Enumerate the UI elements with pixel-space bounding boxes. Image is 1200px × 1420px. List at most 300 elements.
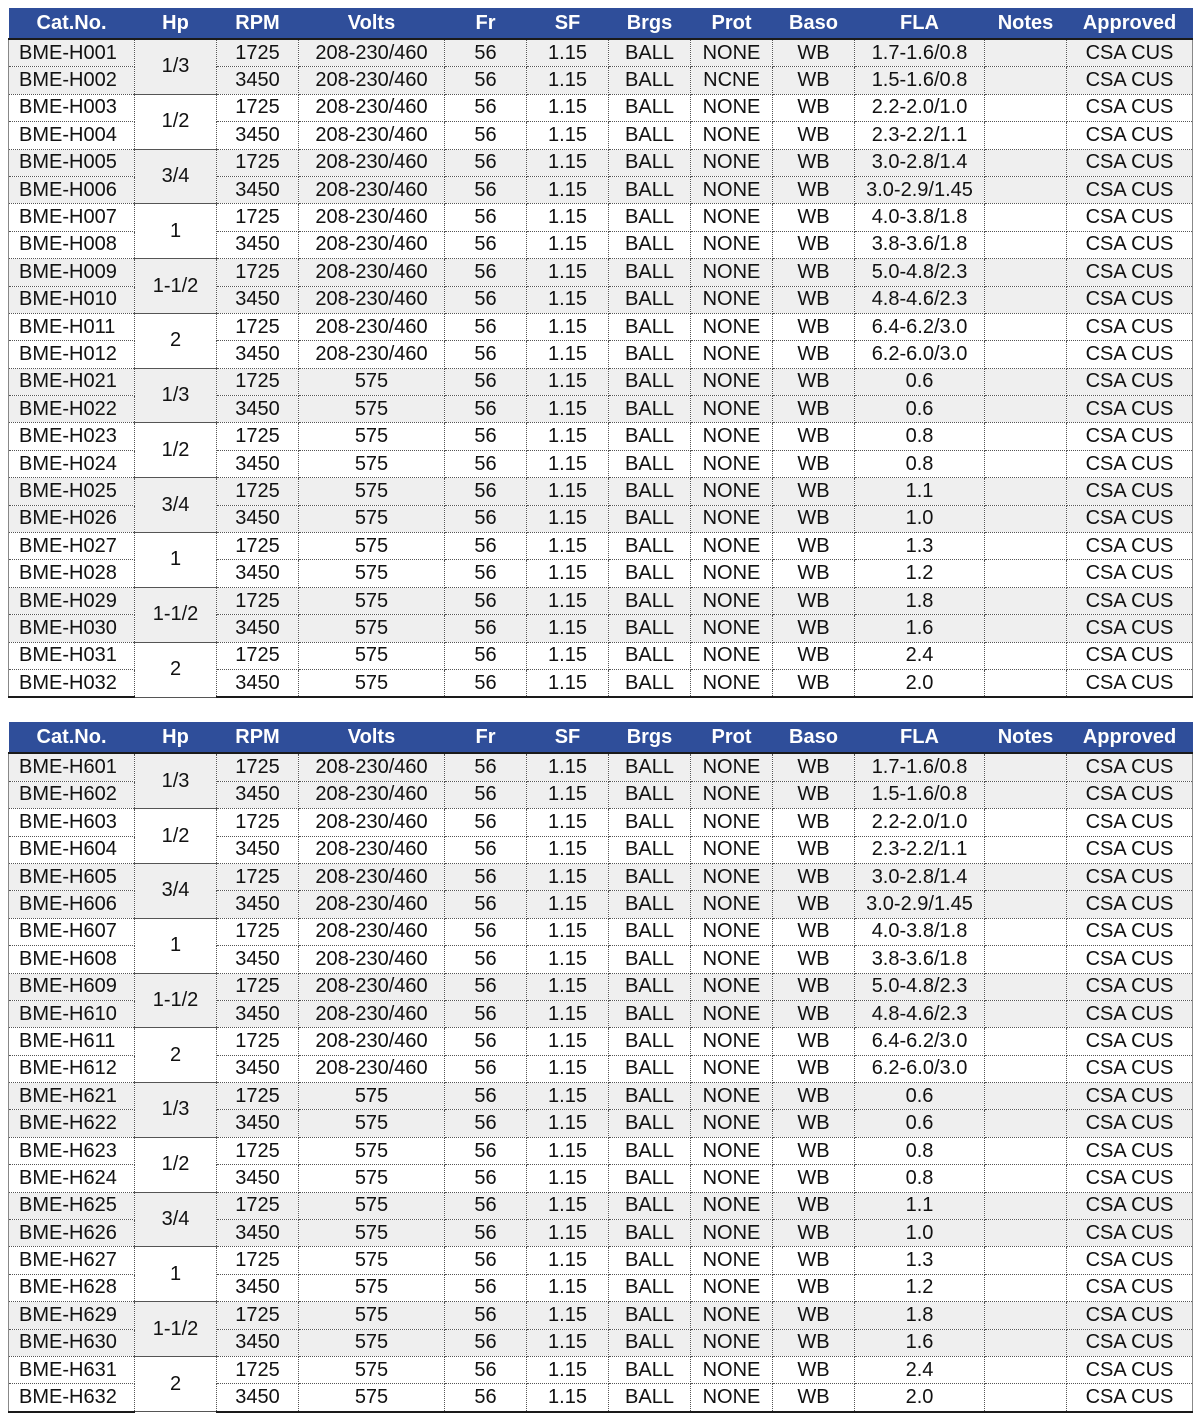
cell-prot: NONE [691, 560, 773, 587]
cell-volts: 208-230/460 [299, 286, 445, 313]
cell-sf: 1.15 [527, 368, 609, 395]
cell-volts: 208-230/460 [299, 753, 445, 781]
cell-baso: WB [773, 836, 855, 863]
cell-notes [985, 313, 1067, 340]
cell-cat-no: BME-H011 [9, 313, 135, 340]
cell-approved: CSA CUS [1067, 533, 1193, 560]
cell-volts: 575 [299, 450, 445, 477]
cell-brgs: BALL [609, 973, 691, 1000]
cell-brgs: BALL [609, 1329, 691, 1356]
cell-rpm: 3450 [217, 231, 299, 258]
cell-rpm: 3450 [217, 286, 299, 313]
cell-prot: NONE [691, 1165, 773, 1192]
cell-baso: WB [773, 1356, 855, 1383]
cell-fla: 0.6 [855, 396, 985, 423]
cell-fr: 56 [445, 231, 527, 258]
cell-brgs: BALL [609, 615, 691, 642]
cell-baso: WB [773, 94, 855, 121]
cell-fr: 56 [445, 286, 527, 313]
cell-fla: 1.7-1.6/0.8 [855, 753, 985, 781]
header-fla: FLA [855, 722, 985, 753]
cell-approved: CSA CUS [1067, 368, 1193, 395]
cell-brgs: BALL [609, 1110, 691, 1137]
cell-brgs: BALL [609, 341, 691, 368]
cell-approved: CSA CUS [1067, 973, 1193, 1000]
cell-hp: 1 [135, 1247, 217, 1302]
header-prot: Prot [691, 8, 773, 39]
cell-rpm: 1725 [217, 1137, 299, 1164]
header-rpm: RPM [217, 722, 299, 753]
cell-brgs: BALL [609, 587, 691, 614]
cell-fr: 56 [445, 1329, 527, 1356]
cell-notes [985, 176, 1067, 203]
cell-approved: CSA CUS [1067, 341, 1193, 368]
cell-volts: 575 [299, 1110, 445, 1137]
cell-volts: 208-230/460 [299, 231, 445, 258]
cell-fr: 56 [445, 1274, 527, 1301]
cell-volts: 575 [299, 560, 445, 587]
cell-rpm: 1725 [217, 1247, 299, 1274]
cell-brgs: BALL [609, 231, 691, 258]
cell-sf: 1.15 [527, 642, 609, 669]
cell-prot: NONE [691, 891, 773, 918]
cell-baso: WB [773, 1302, 855, 1329]
cell-baso: WB [773, 1083, 855, 1110]
cell-sf: 1.15 [527, 1274, 609, 1301]
cell-notes [985, 973, 1067, 1000]
cell-hp: 1 [135, 533, 217, 588]
cell-rpm: 1725 [217, 313, 299, 340]
cell-fr: 56 [445, 946, 527, 973]
cell-baso: WB [773, 918, 855, 945]
cell-volts: 575 [299, 423, 445, 450]
cell-fla: 0.8 [855, 1137, 985, 1164]
cell-fr: 56 [445, 39, 527, 67]
cell-approved: CSA CUS [1067, 1165, 1193, 1192]
cell-rpm: 3450 [217, 122, 299, 149]
cell-fla: 3.8-3.6/1.8 [855, 946, 985, 973]
cell-fr: 56 [445, 341, 527, 368]
cell-fla: 2.3-2.2/1.1 [855, 122, 985, 149]
cell-fla: 0.8 [855, 423, 985, 450]
cell-sf: 1.15 [527, 450, 609, 477]
cell-prot: NONE [691, 642, 773, 669]
table-row [9, 423, 1193, 450]
cell-rpm: 3450 [217, 1110, 299, 1137]
cell-volts: 575 [299, 642, 445, 669]
cell-fla: 0.8 [855, 1165, 985, 1192]
table-row [9, 39, 1193, 67]
cell-rpm: 3450 [217, 341, 299, 368]
cell-brgs: BALL [609, 259, 691, 286]
cell-fla: 3.0-2.9/1.45 [855, 891, 985, 918]
cell-notes [985, 587, 1067, 614]
cell-brgs: BALL [609, 505, 691, 532]
cell-rpm: 3450 [217, 836, 299, 863]
cell-approved: CSA CUS [1067, 1329, 1193, 1356]
cell-baso: WB [773, 368, 855, 395]
cell-fr: 56 [445, 478, 527, 505]
cell-cat-no: BME-H628 [9, 1274, 135, 1301]
cell-volts: 208-230/460 [299, 1028, 445, 1055]
cell-rpm: 3450 [217, 1274, 299, 1301]
cell-hp: 3/4 [135, 149, 217, 204]
cell-volts: 575 [299, 1384, 445, 1412]
cell-rpm: 1725 [217, 368, 299, 395]
cell-rpm: 3450 [217, 1165, 299, 1192]
cell-hp: 2 [135, 313, 217, 368]
cell-baso: WB [773, 560, 855, 587]
cell-cat-no: BME-H008 [9, 231, 135, 258]
cell-approved: CSA CUS [1067, 669, 1193, 697]
cell-baso: WB [773, 1000, 855, 1027]
table-header [9, 722, 1193, 753]
cell-approved: CSA CUS [1067, 781, 1193, 808]
cell-sf: 1.15 [527, 423, 609, 450]
cell-prot: NONE [691, 669, 773, 697]
cell-approved: CSA CUS [1067, 642, 1193, 669]
cell-fla: 0.6 [855, 1083, 985, 1110]
cell-cat-no: BME-H630 [9, 1329, 135, 1356]
cell-notes [985, 1083, 1067, 1110]
cell-sf: 1.15 [527, 669, 609, 697]
header-cat-no: Cat.No. [9, 8, 135, 39]
cell-volts: 575 [299, 1137, 445, 1164]
cell-brgs: BALL [609, 1220, 691, 1247]
cell-fr: 56 [445, 587, 527, 614]
cell-notes [985, 669, 1067, 697]
cell-hp: 1/3 [135, 368, 217, 423]
cell-notes [985, 423, 1067, 450]
cell-volts: 208-230/460 [299, 94, 445, 121]
cell-fr: 56 [445, 396, 527, 423]
cell-prot: NONE [691, 1110, 773, 1137]
cell-brgs: BALL [609, 1302, 691, 1329]
cell-fr: 56 [445, 615, 527, 642]
cell-volts: 208-230/460 [299, 973, 445, 1000]
header-notes: Notes [985, 8, 1067, 39]
cell-sf: 1.15 [527, 341, 609, 368]
cell-cat-no: BME-H030 [9, 615, 135, 642]
cell-volts: 208-230/460 [299, 39, 445, 67]
header-rpm: RPM [217, 8, 299, 39]
table-row [9, 1247, 1193, 1274]
cell-approved: CSA CUS [1067, 67, 1193, 94]
cell-approved: CSA CUS [1067, 615, 1193, 642]
cell-baso: WB [773, 1137, 855, 1164]
cell-notes [985, 781, 1067, 808]
header-prot: Prot [691, 722, 773, 753]
cell-notes [985, 1110, 1067, 1137]
cell-prot: NONE [691, 1356, 773, 1383]
cell-notes [985, 1220, 1067, 1247]
cell-brgs: BALL [609, 204, 691, 231]
cell-sf: 1.15 [527, 1192, 609, 1219]
cell-cat-no: BME-H010 [9, 286, 135, 313]
cell-volts: 575 [299, 478, 445, 505]
cell-notes [985, 450, 1067, 477]
cell-prot: NONE [691, 423, 773, 450]
cell-approved: CSA CUS [1067, 478, 1193, 505]
cell-cat-no: BME-H626 [9, 1220, 135, 1247]
cell-cat-no: BME-H607 [9, 918, 135, 945]
cell-fla: 0.6 [855, 368, 985, 395]
cell-prot: NONE [691, 1220, 773, 1247]
cell-prot: NONE [691, 836, 773, 863]
cell-baso: WB [773, 1165, 855, 1192]
cell-volts: 208-230/460 [299, 809, 445, 836]
cell-fla: 1.1 [855, 1192, 985, 1219]
cell-notes [985, 863, 1067, 890]
cell-sf: 1.15 [527, 973, 609, 1000]
cell-cat-no: BME-H624 [9, 1165, 135, 1192]
cell-cat-no: BME-H021 [9, 368, 135, 395]
header-cat-no: Cat.No. [9, 722, 135, 753]
cell-sf: 1.15 [527, 396, 609, 423]
cell-sf: 1.15 [527, 615, 609, 642]
cell-baso: WB [773, 615, 855, 642]
cell-baso: WB [773, 973, 855, 1000]
header-approved: Approved [1067, 722, 1193, 753]
cell-cat-no: BME-H622 [9, 1110, 135, 1137]
cell-cat-no: BME-H611 [9, 1028, 135, 1055]
cell-volts: 575 [299, 587, 445, 614]
cell-rpm: 3450 [217, 450, 299, 477]
cell-volts: 208-230/460 [299, 149, 445, 176]
table-row [9, 368, 1193, 395]
table-row [9, 1356, 1193, 1383]
cell-fla: 1.7-1.6/0.8 [855, 39, 985, 67]
cell-fr: 56 [445, 505, 527, 532]
cell-volts: 208-230/460 [299, 122, 445, 149]
cell-volts: 575 [299, 505, 445, 532]
cell-hp: 1/3 [135, 39, 217, 94]
cell-fla: 2.3-2.2/1.1 [855, 836, 985, 863]
cell-cat-no: BME-H003 [9, 94, 135, 121]
cell-cat-no: BME-H604 [9, 836, 135, 863]
cell-fla: 1.3 [855, 1247, 985, 1274]
cell-volts: 208-230/460 [299, 1000, 445, 1027]
cell-prot: NONE [691, 781, 773, 808]
cell-approved: CSA CUS [1067, 1083, 1193, 1110]
cell-cat-no: BME-H022 [9, 396, 135, 423]
table-header [9, 8, 1193, 39]
cell-brgs: BALL [609, 313, 691, 340]
cell-approved: CSA CUS [1067, 39, 1193, 67]
cell-sf: 1.15 [527, 753, 609, 781]
cell-sf: 1.15 [527, 505, 609, 532]
cell-fla: 3.0-2.8/1.4 [855, 863, 985, 890]
header-fr: Fr [445, 722, 527, 753]
cell-prot: NONE [691, 39, 773, 67]
cell-baso: WB [773, 1329, 855, 1356]
cell-prot: NONE [691, 1192, 773, 1219]
cell-baso: WB [773, 863, 855, 890]
cell-rpm: 1725 [217, 1302, 299, 1329]
header-fla: FLA [855, 8, 985, 39]
header-volts: Volts [299, 8, 445, 39]
cell-prot: NONE [691, 450, 773, 477]
cell-baso: WB [773, 891, 855, 918]
header-notes: Notes [985, 722, 1067, 753]
cell-prot: NCNE [691, 67, 773, 94]
cell-rpm: 3450 [217, 176, 299, 203]
cell-fla: 1.8 [855, 587, 985, 614]
cell-volts: 575 [299, 396, 445, 423]
cell-volts: 208-230/460 [299, 204, 445, 231]
cell-hp: 3/4 [135, 863, 217, 918]
cell-approved: CSA CUS [1067, 149, 1193, 176]
header-sf: SF [527, 722, 609, 753]
cell-sf: 1.15 [527, 863, 609, 890]
table-row [9, 478, 1193, 505]
cell-prot: NONE [691, 204, 773, 231]
cell-sf: 1.15 [527, 1384, 609, 1412]
cell-brgs: BALL [609, 642, 691, 669]
cell-cat-no: BME-H627 [9, 1247, 135, 1274]
cell-baso: WB [773, 781, 855, 808]
cell-rpm: 3450 [217, 669, 299, 697]
cell-approved: CSA CUS [1067, 313, 1193, 340]
cell-notes [985, 1192, 1067, 1219]
cell-prot: NONE [691, 149, 773, 176]
cell-brgs: BALL [609, 67, 691, 94]
cell-prot: NONE [691, 1274, 773, 1301]
cell-sf: 1.15 [527, 1055, 609, 1082]
cell-fla: 1.2 [855, 1274, 985, 1301]
cell-notes [985, 39, 1067, 67]
table-row [9, 259, 1193, 286]
cell-prot: NONE [691, 341, 773, 368]
cell-approved: CSA CUS [1067, 231, 1193, 258]
cell-fla: 3.0-2.9/1.45 [855, 176, 985, 203]
cell-prot: NONE [691, 1384, 773, 1412]
table-row [9, 918, 1193, 945]
cell-approved: CSA CUS [1067, 122, 1193, 149]
cell-brgs: BALL [609, 1192, 691, 1219]
cell-prot: NONE [691, 809, 773, 836]
motor-table-1 [8, 8, 1193, 698]
cell-cat-no: BME-H029 [9, 587, 135, 614]
cell-fla: 2.0 [855, 1384, 985, 1412]
cell-fr: 56 [445, 176, 527, 203]
cell-brgs: BALL [609, 560, 691, 587]
cell-hp: 1/2 [135, 1137, 217, 1192]
cell-cat-no: BME-H031 [9, 642, 135, 669]
cell-sf: 1.15 [527, 204, 609, 231]
header-volts: Volts [299, 722, 445, 753]
cell-hp: 1-1/2 [135, 1302, 217, 1357]
cell-approved: CSA CUS [1067, 1110, 1193, 1137]
cell-sf: 1.15 [527, 313, 609, 340]
cell-baso: WB [773, 67, 855, 94]
cell-baso: WB [773, 1274, 855, 1301]
cell-baso: WB [773, 286, 855, 313]
cell-approved: CSA CUS [1067, 94, 1193, 121]
cell-cat-no: BME-H025 [9, 478, 135, 505]
cell-approved: CSA CUS [1067, 1247, 1193, 1274]
cell-fr: 56 [445, 753, 527, 781]
cell-notes [985, 1028, 1067, 1055]
cell-prot: NONE [691, 946, 773, 973]
cell-notes [985, 560, 1067, 587]
table-row [9, 587, 1193, 614]
table-row [9, 863, 1193, 890]
cell-rpm: 3450 [217, 1220, 299, 1247]
cell-fla: 0.8 [855, 450, 985, 477]
cell-fr: 56 [445, 1137, 527, 1164]
cell-sf: 1.15 [527, 1329, 609, 1356]
cell-cat-no: BME-H608 [9, 946, 135, 973]
cell-fr: 56 [445, 204, 527, 231]
header-baso: Baso [773, 8, 855, 39]
cell-volts: 575 [299, 669, 445, 697]
cell-brgs: BALL [609, 753, 691, 781]
cell-notes [985, 1055, 1067, 1082]
cell-sf: 1.15 [527, 918, 609, 945]
cell-hp: 1 [135, 918, 217, 973]
cell-fla: 2.4 [855, 642, 985, 669]
cell-notes [985, 891, 1067, 918]
cell-approved: CSA CUS [1067, 587, 1193, 614]
cell-fla: 1.1 [855, 478, 985, 505]
cell-cat-no: BME-H621 [9, 1083, 135, 1110]
cell-brgs: BALL [609, 286, 691, 313]
cell-hp: 2 [135, 1356, 217, 1411]
cell-fr: 56 [445, 809, 527, 836]
cell-fr: 56 [445, 1000, 527, 1027]
cell-volts: 575 [299, 1220, 445, 1247]
cell-hp: 1/2 [135, 94, 217, 149]
cell-baso: WB [773, 149, 855, 176]
header-baso: Baso [773, 722, 855, 753]
cell-volts: 208-230/460 [299, 259, 445, 286]
cell-cat-no: BME-H026 [9, 505, 135, 532]
cell-volts: 208-230/460 [299, 836, 445, 863]
cell-approved: CSA CUS [1067, 1274, 1193, 1301]
cell-cat-no: BME-H005 [9, 149, 135, 176]
cell-baso: WB [773, 1055, 855, 1082]
cell-brgs: BALL [609, 368, 691, 395]
cell-approved: CSA CUS [1067, 1220, 1193, 1247]
cell-brgs: BALL [609, 533, 691, 560]
cell-cat-no: BME-H007 [9, 204, 135, 231]
cell-cat-no: BME-H623 [9, 1137, 135, 1164]
cell-sf: 1.15 [527, 1302, 609, 1329]
cell-baso: WB [773, 1220, 855, 1247]
cell-rpm: 3450 [217, 781, 299, 808]
header-hp: Hp [135, 8, 217, 39]
cell-sf: 1.15 [527, 946, 609, 973]
cell-notes [985, 259, 1067, 286]
cell-notes [985, 1302, 1067, 1329]
cell-rpm: 3450 [217, 1000, 299, 1027]
cell-notes [985, 642, 1067, 669]
cell-approved: CSA CUS [1067, 450, 1193, 477]
table-row [9, 1028, 1193, 1055]
cell-cat-no: BME-H629 [9, 1302, 135, 1329]
cell-approved: CSA CUS [1067, 836, 1193, 863]
cell-prot: NONE [691, 918, 773, 945]
cell-cat-no: BME-H004 [9, 122, 135, 149]
table-row [9, 533, 1193, 560]
cell-baso: WB [773, 423, 855, 450]
cell-cat-no: BME-H606 [9, 891, 135, 918]
cell-notes [985, 341, 1067, 368]
cell-approved: CSA CUS [1067, 423, 1193, 450]
cell-notes [985, 533, 1067, 560]
cell-volts: 208-230/460 [299, 341, 445, 368]
